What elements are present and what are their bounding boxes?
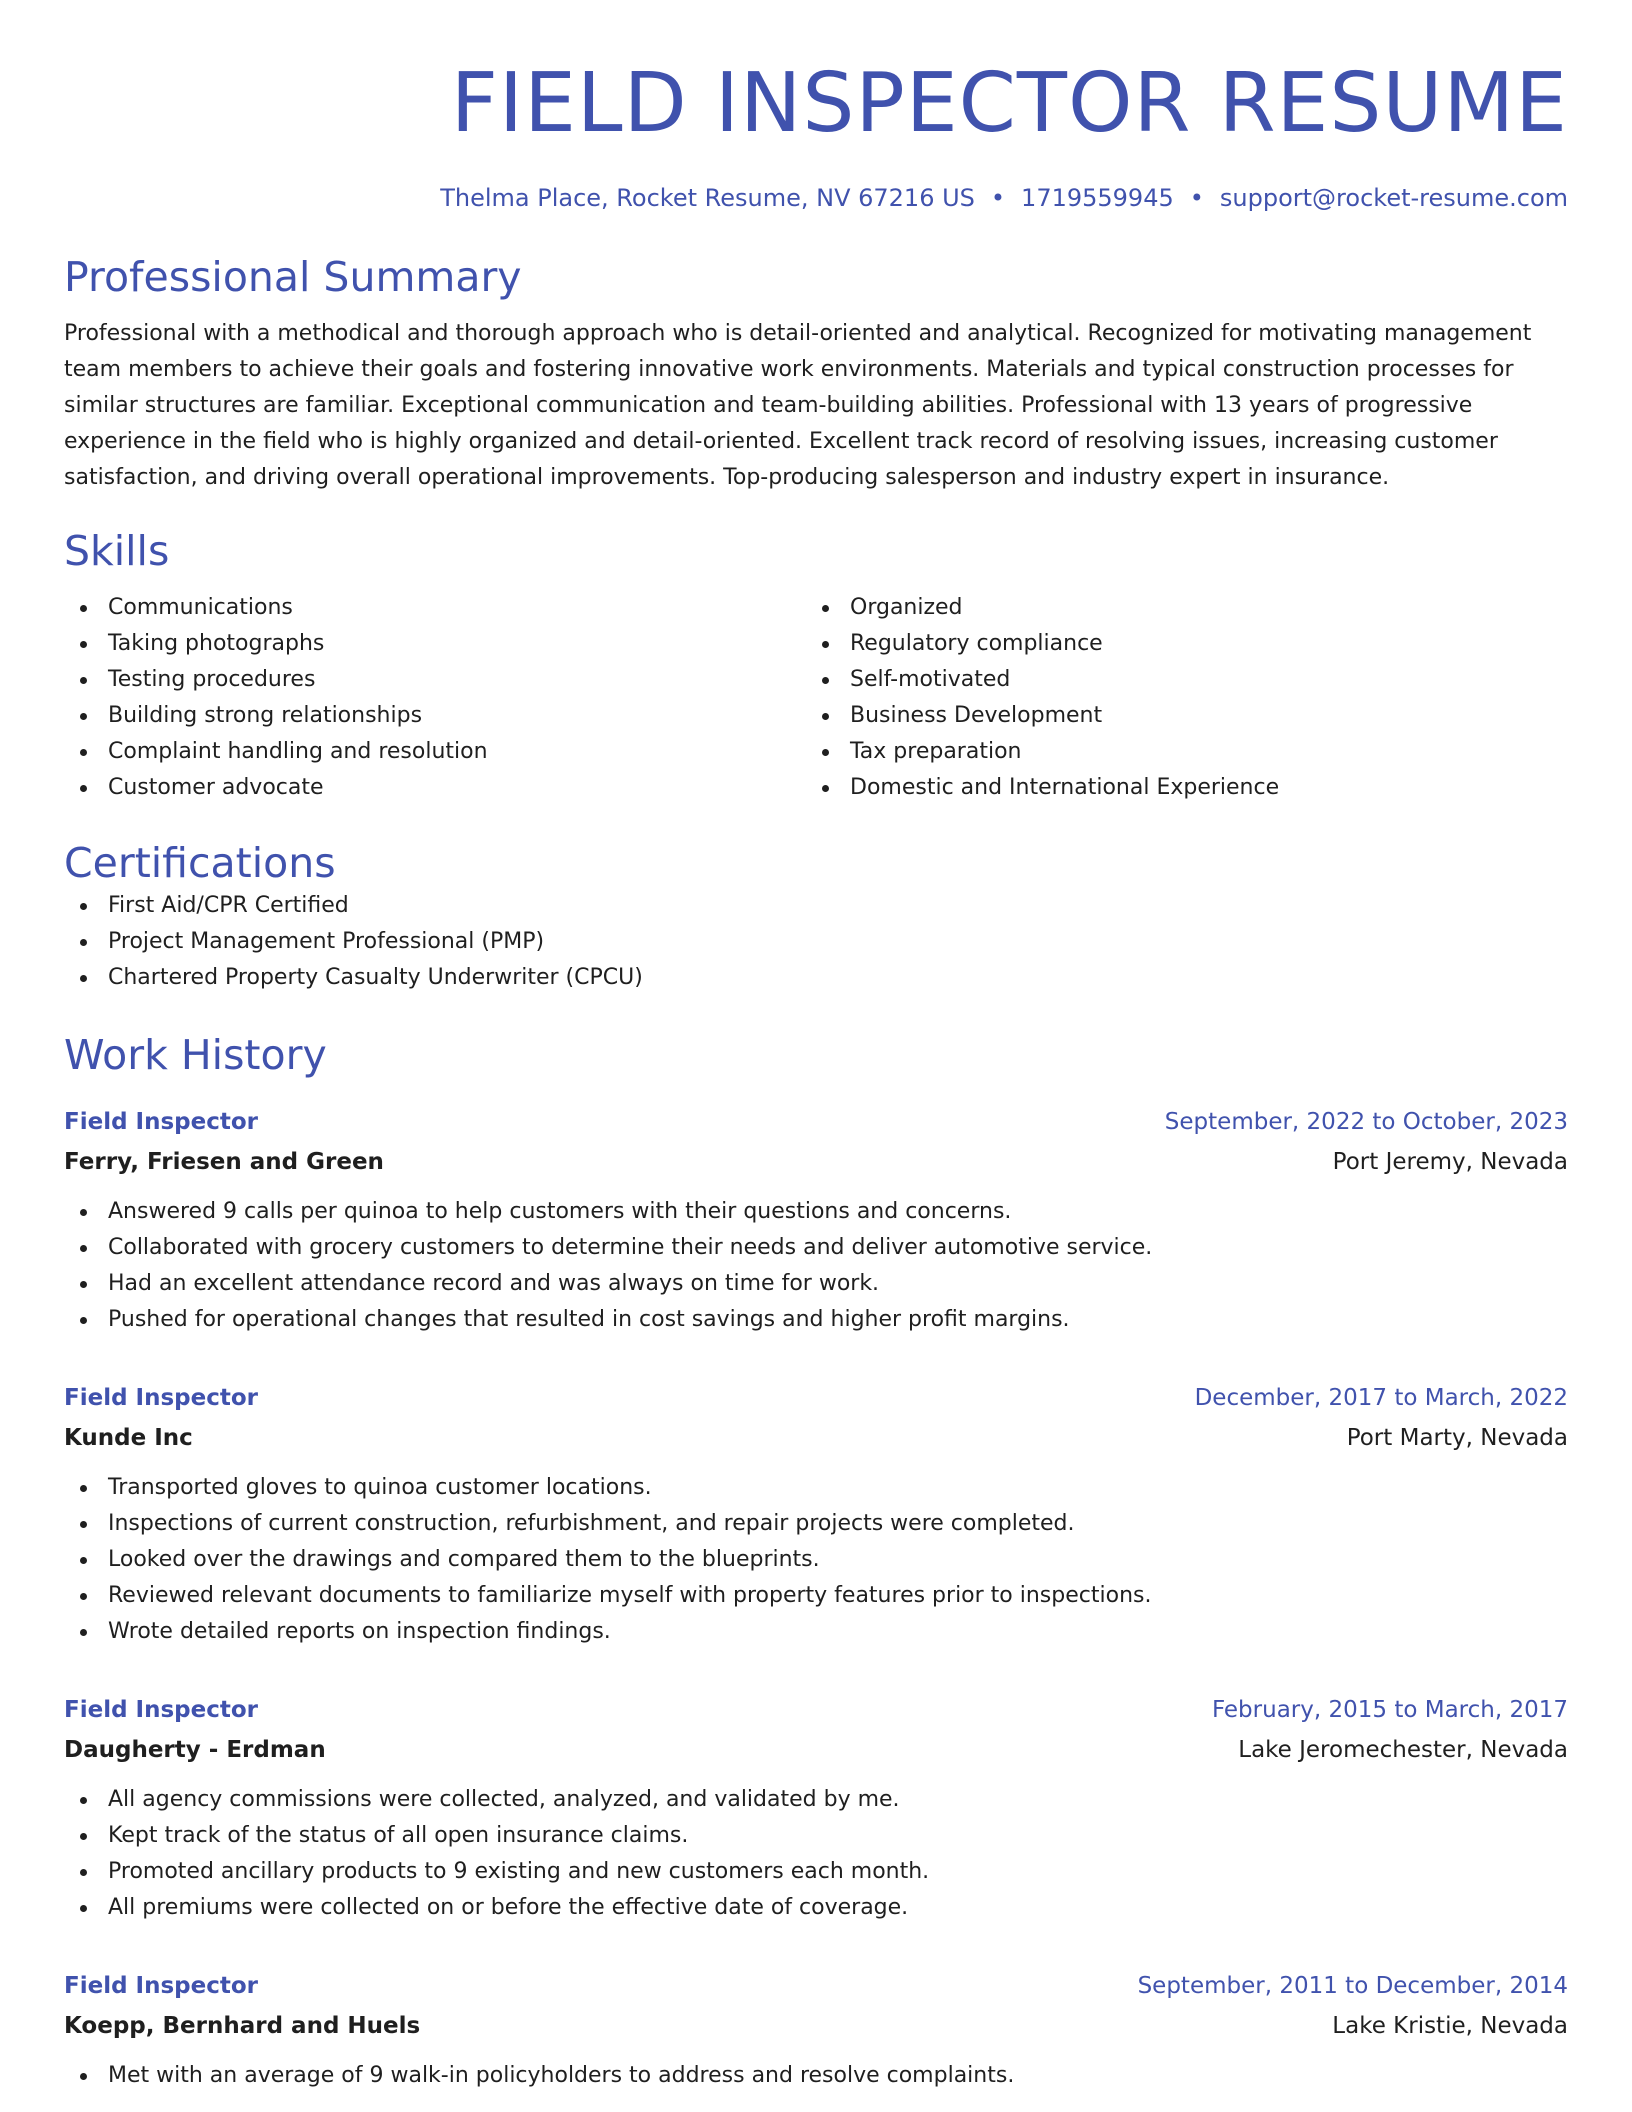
job-entry — [64, 1102, 1568, 1338]
job-company: Daugherty - Erdman — [64, 1737, 326, 1763]
job-location: Port Marty, Nevada — [1346, 1425, 1568, 1451]
job-entry — [64, 1966, 1568, 2094]
skill-item: Taking photographs — [64, 626, 806, 662]
job-title: Field Inspector — [64, 1385, 259, 1411]
skill-item: Domestic and International Experience — [806, 770, 1548, 806]
job-duty-item: Collaborated with grocery customers to determine their needs and deliver automotive service. — [64, 1230, 1568, 1266]
job-company: Koepp, Bernhard and Huels — [64, 2013, 421, 2039]
job-duties-list — [64, 1194, 1568, 1338]
job-duty-item: Had an excellent attendance record and was always on time for work. — [64, 1266, 1568, 1302]
job-duty-item: Kept track of the status of all open insurance claims. — [64, 1818, 1568, 1854]
job-duty-item: Answered 9 calls per quinoa to help customers with their questions and concerns. — [64, 1194, 1568, 1230]
skills-right-list — [806, 590, 1548, 806]
work-history-heading: Work History — [64, 1031, 327, 1079]
job-title: Field Inspector — [64, 1973, 259, 1999]
skills-columns — [64, 590, 1568, 806]
resume-title: FIELD INSPECTOR RESUME — [450, 56, 1568, 151]
contact-address: Thelma Place, Rocket Resume, NV 67216 US — [440, 184, 975, 212]
job-dates: September, 2022 to October, 2023 — [1164, 1109, 1568, 1135]
skill-item: Tax preparation — [806, 734, 1548, 770]
job-location: Lake Jeromechester, Nevada — [1238, 1737, 1568, 1763]
job-duty-item: Met with an average of 9 walk-in policyholders to address and resolve complaints. — [64, 2058, 1568, 2094]
job-duty-item: Promoted ancillary products to 9 existing and new customers each month. — [64, 1854, 1568, 1890]
skill-item: Self-motivated — [806, 662, 1548, 698]
skill-item: Building strong relationships — [64, 698, 806, 734]
job-company: Ferry, Friesen and Green — [64, 1149, 384, 1175]
contact-separator: • — [1189, 184, 1204, 212]
job-location: Port Jeremy, Nevada — [1332, 1149, 1568, 1175]
certifications-heading: Certifications — [64, 839, 336, 887]
contact-line — [64, 182, 1568, 214]
job-header-row — [64, 1378, 1568, 1418]
job-title: Field Inspector — [64, 1697, 259, 1723]
job-dates: September, 2011 to December, 2014 — [1137, 1973, 1568, 1999]
job-duty-item: All agency commissions were collected, analyzed, and validated by me. — [64, 1782, 1568, 1818]
job-title: Field Inspector — [64, 1109, 259, 1135]
job-entry — [64, 1690, 1568, 1926]
job-duty-item: All premiums were collected on or before the effective date of coverage. — [64, 1890, 1568, 1926]
job-location: Lake Kristie, Nevada — [1332, 2013, 1568, 2039]
skill-item: Complaint handling and resolution — [64, 734, 806, 770]
job-duty-item: Inspections of current construction, refurbishment, and repair projects were completed. — [64, 1506, 1568, 1542]
job-duties-list — [64, 2058, 1568, 2094]
skill-item: Organized — [806, 590, 1548, 626]
resume-page — [64, 56, 1568, 2094]
certification-item: First Aid/CPR Certified — [64, 888, 1568, 924]
summary-heading: Professional Summary — [64, 253, 522, 301]
job-duty-item: Transported gloves to quinoa customer locations. — [64, 1470, 1568, 1506]
contact-email: support@rocket-resume.com — [1219, 184, 1568, 212]
job-duties-list — [64, 1782, 1568, 1926]
job-entry — [64, 1378, 1568, 1650]
job-header-row — [64, 1966, 1568, 2006]
job-duty-item: Reviewed relevant documents to familiarize myself with property features prior to inspections. — [64, 1578, 1568, 1614]
job-dates: February, 2015 to March, 2017 — [1211, 1697, 1568, 1723]
skills-left-list — [64, 590, 806, 806]
job-company: Kunde Inc — [64, 1425, 193, 1451]
skill-item: Communications — [64, 590, 806, 626]
skill-item: Regulatory compliance — [806, 626, 1548, 662]
skills-heading: Skills — [64, 527, 170, 575]
job-company-row — [64, 2006, 1568, 2046]
skill-item: Business Development — [806, 698, 1548, 734]
job-company-row — [64, 1142, 1568, 1182]
certification-item: Project Management Professional (PMP) — [64, 924, 1568, 960]
job-duty-item: Pushed for operational changes that resulted in cost savings and higher profit margins. — [64, 1302, 1568, 1338]
contact-phone: 1719559945 — [1021, 184, 1174, 212]
job-company-row — [64, 1418, 1568, 1458]
job-dates: December, 2017 to March, 2022 — [1194, 1385, 1568, 1411]
job-header-row — [64, 1690, 1568, 1730]
job-company-row — [64, 1730, 1568, 1770]
job-duty-item: Looked over the drawings and compared them to the blueprints. — [64, 1542, 1568, 1578]
certification-item: Chartered Property Casualty Underwriter (CPCU) — [64, 960, 1568, 996]
summary-text: Professional with a methodical and thorough approach who is detail-oriented and analytical. Recognized for motivating management team members to achieve their goals and fostering innovative work environments. Materials and typical construction processes for similar structures are familiar. Exceptional communication and team-building abilities. Professional with 13 years of progressive experience in the field who is highly organized and detail-oriented. Excellent track record of resolving issues, increasing customer satisfaction, and driving overall operational improvements. Top-producing salesperson and industry expert in insurance. — [64, 321, 1532, 490]
contact-separator: • — [990, 184, 1006, 212]
skill-item: Testing procedures — [64, 662, 806, 698]
job-duties-list — [64, 1470, 1568, 1650]
job-header-row — [64, 1102, 1568, 1142]
skill-item: Customer advocate — [64, 770, 806, 806]
job-duty-item: Wrote detailed reports on inspection findings. — [64, 1614, 1568, 1650]
certifications-list — [64, 888, 1568, 996]
